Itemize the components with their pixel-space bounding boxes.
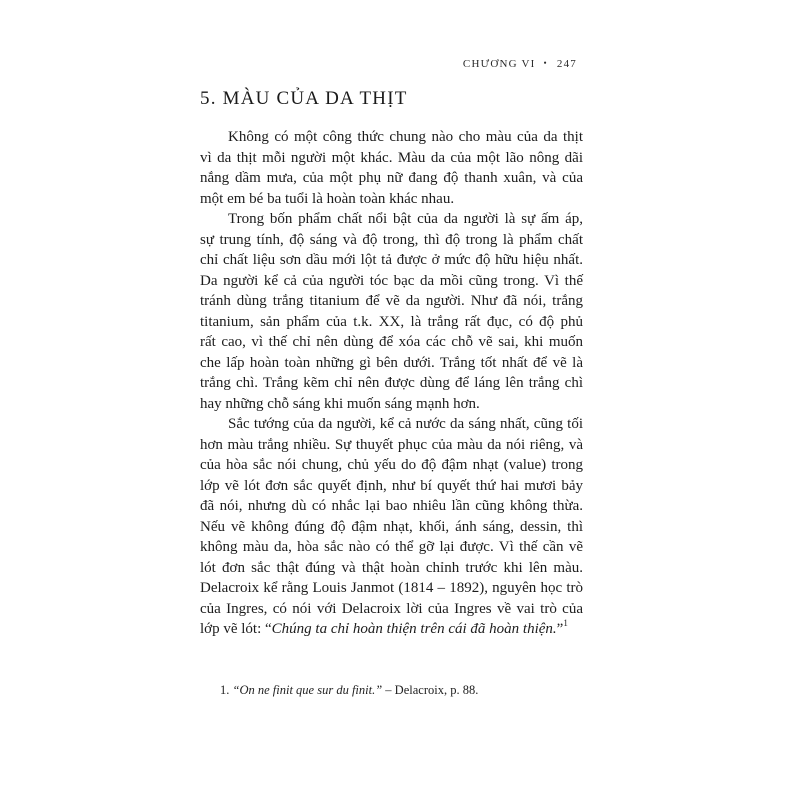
text-line: nắng dầm mưa, của một phụ nữ đang độ thanh xuân, và của bbox=[200, 170, 583, 186]
paragraph-1 bbox=[200, 127, 583, 209]
footnote-quote: “On ne finit que sur du finit.” bbox=[232, 683, 383, 697]
text-line: trắng chì. Trắng kẽm chỉ nên được dùng để láng lên trắng chì bbox=[200, 375, 583, 391]
body-text bbox=[200, 127, 583, 640]
footnote-marker: 1. bbox=[220, 683, 233, 697]
text-line: tránh dùng trắng titanium để vẽ da người. Như đã nói, trắng bbox=[200, 293, 583, 309]
text-line: lót đơn sắc thật đúng và thật hoàn chỉnh trước khi lên màu. bbox=[200, 559, 583, 576]
paragraph-2 bbox=[200, 209, 583, 414]
text-line: Delacroix kể rằng Louis Janmot (1814 – 1892), nguyên học trò bbox=[200, 580, 583, 596]
footnote-reference: 1 bbox=[563, 618, 568, 628]
text-line: Không có một công thức chung nào cho màu của da thịt bbox=[228, 129, 583, 145]
text-line: của Ingres, có nói với Delacroix lời của Ingres về vai trò của bbox=[200, 600, 583, 617]
quote-prefix: lớp vẽ lót: “ bbox=[200, 621, 272, 637]
quote-suffix: ” bbox=[556, 621, 564, 637]
running-header bbox=[463, 58, 577, 70]
text-line: titanium, sản phẩm của t.k. XX, là trắng rất đục, có độ phủ bbox=[200, 313, 583, 330]
text-line: một em bé ba tuổi là hoàn toàn khác nhau. bbox=[200, 190, 455, 207]
text-line: Sắc tướng của da người, kể cả nước da sáng nhất, cũng tối bbox=[228, 416, 583, 432]
text-line: vì da thịt mỗi người một khác. Màu da của một lão nông dãi bbox=[200, 149, 583, 166]
text-line: Da người kể cả của người tóc bạc da mồi cũng trong. Vì thế bbox=[200, 272, 583, 289]
paragraph-3 bbox=[200, 414, 583, 640]
text-line: hơn màu trắng nhiều. Sự thuyết phục của màu da nói riêng, và bbox=[200, 436, 583, 453]
text-line: rất cao, vì thế chỉ nên dùng để xóa các chỗ vẽ sai, khi muốn bbox=[200, 334, 583, 350]
text-line: Trong bốn phẩm chất nổi bật của da người là sự ấm áp, bbox=[228, 211, 583, 227]
footnote-source: – Delacroix, p. 88. bbox=[382, 683, 479, 697]
chapter-label: CHƯƠNG VI bbox=[462, 58, 536, 70]
text-line-with-quote bbox=[200, 619, 583, 640]
text-line: Nếu vẽ không đúng độ đậm nhạt, khối, ánh sáng, dessin, thì bbox=[200, 518, 583, 535]
text-line: không màu da, hòa sắc nào có thể gỡ lại được. Vì thế cần vẽ bbox=[200, 539, 583, 555]
footnote bbox=[220, 682, 478, 698]
italic-quote: Chúng ta chỉ hoàn thiện trên cái đã hoàn thiện. bbox=[271, 621, 557, 637]
text-line: đã nói, nhưng dù có nhắc lại bao nhiêu lần cũng không thừa. bbox=[200, 498, 583, 514]
text-line: hay những chỗ sáng khi muốn sáng mạnh hơn. bbox=[200, 395, 480, 412]
text-line: chỉ chất liệu sơn dầu mới lột tả được ở mức độ hữu hiệu nhất. bbox=[200, 252, 583, 268]
text-line: che lấp hoàn toàn những gì bên dưới. Trắng tốt nhất để vẽ là bbox=[200, 354, 583, 371]
text-line: sự trung tính, độ sáng và độ trong, thì độ trong là phẩm chất bbox=[200, 231, 583, 248]
text-line: lớp vẽ lót đơn sắc quyết định, như bí quyết thứ hai mươi bảy bbox=[200, 477, 583, 494]
page-number: 247 bbox=[556, 58, 577, 70]
text-line: của hòa sắc nói chung, chủ yếu do độ đậm nhạt (value) trong bbox=[200, 457, 583, 473]
bullet-separator: • bbox=[543, 58, 548, 68]
section-title: 5. MÀU CỦA DA THỊT bbox=[200, 88, 408, 109]
